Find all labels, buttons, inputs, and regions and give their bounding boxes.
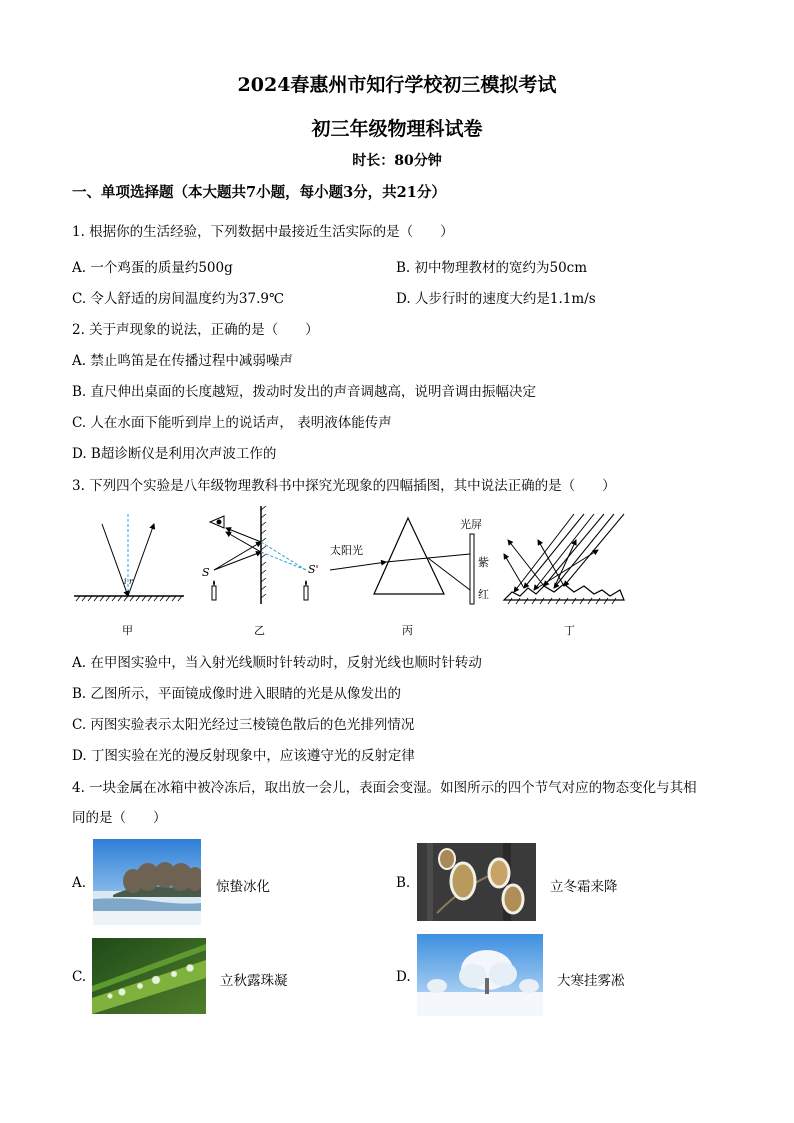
q2-stem: 2. 关于声现象的说法，正确的是（ ） (72, 322, 319, 338)
section-heading: 一、单项选择题（本大题共7小题，每小题3分，共21分） (72, 184, 446, 201)
q4-photo-d-icon (417, 934, 543, 1016)
figure-ding (504, 514, 624, 604)
q3-option-b: B. 乙图所示，平面镜成像时进入眼睛的光是从像发出的 (72, 686, 402, 702)
label-s-prime: S' (308, 563, 319, 576)
q3-light-figures (68, 500, 638, 642)
q1-option-a: A. 一个鸡蛋的质量约500g (72, 260, 233, 276)
exam-duration: 时长：80分钟 (352, 153, 442, 169)
q4-photo-b-icon (417, 843, 536, 921)
label-screen: 光屏 (460, 518, 482, 531)
label-red: 红 (478, 588, 489, 601)
svg-text:i: i (124, 577, 127, 586)
q1-option-c: C. 令人舒适的房间温度约为37.9℃ (72, 291, 285, 307)
q1-option-b: B. 初中物理教材的宽约为50cm (396, 260, 588, 276)
figure-yi (202, 506, 319, 604)
exam-title: 2024春惠州市知行学校初三模拟考试 (237, 74, 557, 96)
caption-bing: 丙 (402, 624, 413, 637)
q4-option-b-label: 立冬霜来降 (550, 879, 618, 895)
caption-jia: 甲 (122, 624, 133, 637)
exam-subtitle: 初三年级物理科试卷 (311, 118, 483, 140)
figure-bing (330, 517, 489, 604)
q3-option-d: D. 丁图实验在光的漫反射现象中，应该遵守光的反射定律 (72, 748, 415, 764)
q2-option-d: D. B超诊断仪是利用次声波工作的 (72, 446, 277, 462)
q2-option-b: B. 直尺伸出桌面的长度越短，拨动时发出的声音调越高，说明音调由振幅决定 (72, 384, 537, 400)
q4-option-c-letter: C. (72, 969, 87, 985)
q4-option-b-letter: B. (396, 875, 411, 891)
svg-text:r: r (129, 577, 133, 586)
q3-option-c: C. 丙图实验表示太阳光经过三棱镜色散后的色光排列情况 (72, 717, 415, 733)
label-purple: 紫 (478, 556, 489, 569)
q3-stem: 3. 下列四个实验是八年级物理教科书中探究光现象的四幅插图，其中说法正确的是（ ） (72, 478, 616, 494)
q4-photo-c-icon (92, 938, 206, 1014)
label-s: S (202, 566, 210, 579)
label-sunlight: 太阳光 (330, 544, 363, 557)
q4-option-c-label: 立秋露珠凝 (220, 973, 288, 989)
q1-option-d: D. 人步行时的速度大约是1.1m/s (396, 291, 596, 307)
q3-option-a: A. 在甲图实验中，当入射光线顺时针转动时，反射光线也顺时针转动 (72, 655, 482, 671)
q2-option-a: A. 禁止鸣笛是在传播过程中减弱噪声 (72, 353, 293, 369)
q1-stem: 1. 根据你的生活经验，下列数据中最接近生活实际的是（ ） (72, 224, 454, 240)
q2-option-c: C. 人在水面下能听到岸上的说话声， 表明液体能传声 (72, 415, 392, 431)
q4-photo-a-icon (93, 839, 201, 925)
q4-option-a-letter: A. (72, 875, 87, 891)
q4-stem-line1: 4. 一块金属在冰箱中被冷冻后，取出放一会儿，表面会变湿。如图所示的四个节气对应的物态变化与其相 (72, 780, 697, 796)
figure-jia (74, 514, 184, 601)
q4-option-a-label: 惊蛰冰化 (216, 879, 270, 895)
q4-option-d-letter: D. (396, 969, 411, 985)
caption-ding: 丁 (564, 624, 575, 637)
q4-option-d-label: 大寒挂雾凇 (557, 973, 625, 989)
q4-stem-line2: 同的是（ ） (72, 810, 167, 826)
caption-yi: 乙 (254, 624, 265, 637)
